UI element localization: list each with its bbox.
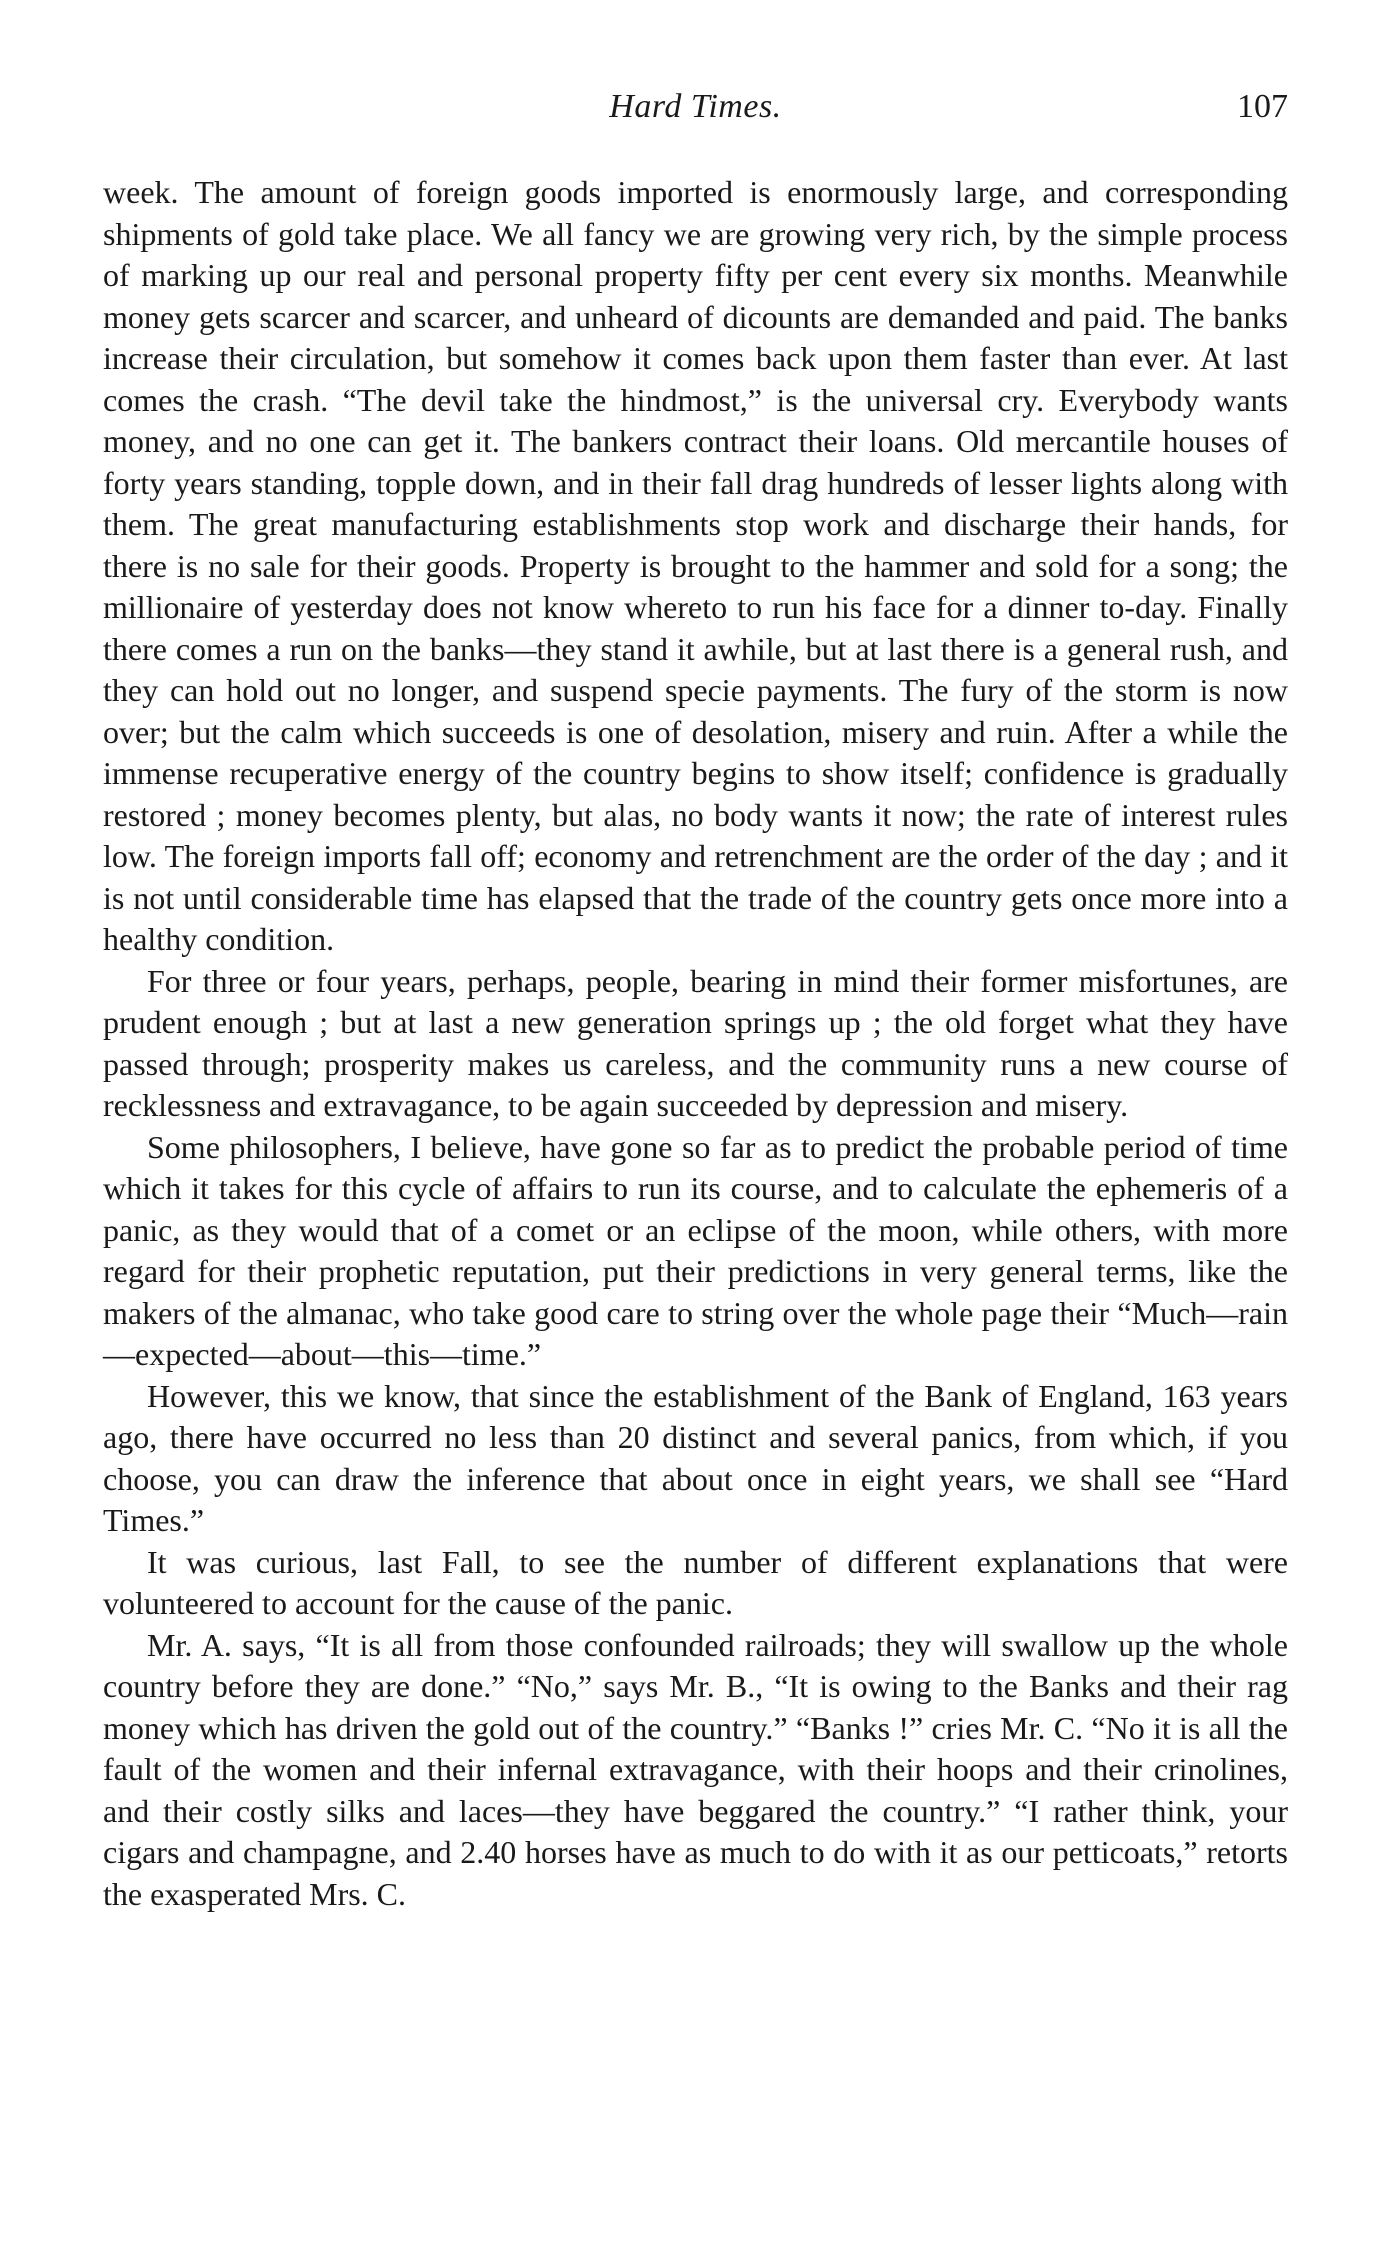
running-head (103, 88, 1288, 138)
running-title: Hard Times. (609, 88, 782, 125)
page-number: 107 (1237, 88, 1288, 125)
paragraph-continuation: week. The amount of foreign goods imported is enormously large, and corresponding shipments of gold take place. We all fancy we are growing very rich, by the simple process of marking up our real and personal property fifty per cent every six months. Meanwhile money gets scarcer and scarcer, and unheard of dicounts are demanded and paid. The banks increase their circulation, but somehow it comes back upon them faster than ever. At last comes the crash. “The devil take the hindmost,” is the universal cry. Everybody wants money, and no one can get it. The bankers contract their loans. Old mercantile houses of forty years standing, topple down, and in their fall drag hundreds of lesser lights along with them. The great manufacturing establishments stop work and discharge their hands, for there is no sale for their goods. Property is brought to the hammer and sold for a song; the millionaire of yesterday does not know whereto to run his face for a dinner to-day. Finally there comes a run on the banks—they stand it awhile, but at last there is a general rush, and they can hold out no longer, and suspend specie payments. The fury of the storm is now over; but the calm which succeeds is one of desolation, misery and ruin. After a while the immense recuperative energy of the country begins to show itself; confidence is gradually restored ; money becomes plenty, but alas, no body wants it now; the rate of interest rules low. The foreign imports fall off; economy and retrenchment are the order of the day ; and it is not until considerable time has elapsed that the trade of the country gets once more into a healthy condition. (103, 174, 1288, 957)
body-text (103, 172, 1288, 1915)
paragraph: Mr. A. says, “It is all from those confounded railroads; they will swallow up the whole country before they are done.” “No,” says Mr. B., “It is owing to the Banks and their rag money which has driven the gold out of the country.” “Banks !” cries Mr. C. “No it is all the fault of the women and their infernal extravagance, with their hoops and their crinolines, and their costly silks and laces—they have beggared the country.” “I rather think, your cigars and champagne, and 2.40 horses have as much to do with it as our petticoats,” retorts the exasperated Mrs. C. (103, 1626, 1288, 1912)
paragraph: Some philosophers, I believe, have gone so far as to predict the probable period of time which it takes for this cycle of affairs to run its course, and to calculate the ephemeris of a panic, as they would that of a comet or an eclipse of the moon, while others, with more regard for their prophetic reputation, put their predictions in very general terms, like the makers of the almanac, who take good care to string over the whole page their “Much—rain—expected—about—this—time.” (103, 1128, 1288, 1372)
paragraph: For three or four years, perhaps, people, bearing in mind their former misfortunes, are prudent enough ; but at last a new generation springs up ; the old forget what they have passed through; prosperity makes us careless, and the community runs a new course of recklessness and extravagance, to be again succeeded by depression and misery. (103, 962, 1288, 1123)
paragraph: However, this we know, that since the establishment of the Bank of England, 163 years ago, there have occurred no less than 20 distinct and several panics, from which, if you choose, you can draw the inference that about once in eight years, we shall see “Hard Times.” (103, 1377, 1288, 1538)
paragraph: It was curious, last Fall, to see the number of different explanations that were volunteered to account for the cause of the panic. (103, 1543, 1288, 1621)
